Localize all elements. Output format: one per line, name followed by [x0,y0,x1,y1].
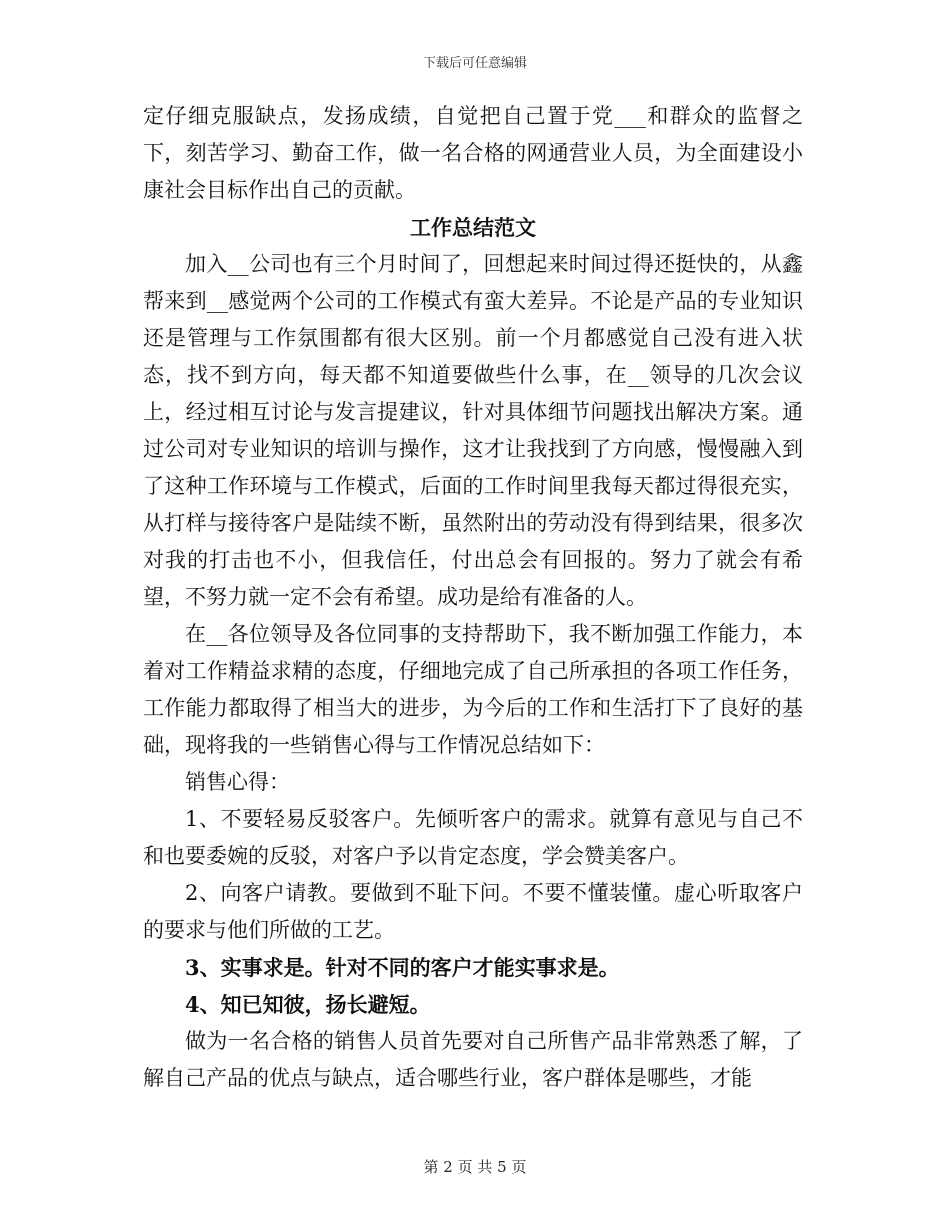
sales-insights-heading: 销售心得： [185,770,290,794]
paragraph-closing: 做为一名合格的销售人员首先要对自己所售产品非常熟悉了解，了解自己产品的优点与缺点，适合哪些行业，客户群体是哪些，才能 [143,1029,803,1090]
list-item-4: 4、知已知彼，扬长避短。 [185,992,431,1017]
paragraph-progress: 在__各位领导及各位同事的支持帮助下，我不断加强工作能力，本着对工作精益求精的态度，仔细地完成了自己所承担的各项工作任务，工作能力都取得了相当大的进步，为今后的工作和生活打下了良好的基础，现将我的一些销售心得与工作情况总结如下： [143,622,803,757]
list-item-3: 3、实事求是。针对不同的客户才能实事求是。 [185,955,620,980]
paragraph-intro: 加入__公司也有三个月时间了，回想起来时间过得还挺快的，从鑫帮来到__感觉两个公司的工作模式有蛮大差异。不论是产品的专业知识还是管理与工作氛围都有很大区别。前一个月都感觉自己没有进入状态，找不到方向，每天都不知道要做些什么事，在__领导的几次会议上，经过相互讨论与发言提建议，针对具体细节问题找出解决方案。通过公司对专业知识的培训与操作，这才让我找到了方向感，慢慢融入到了这种工作环境与工作模式，后面的工作时间里我每天都过得很充实，从打样与接待客户是陆续不断，虽然附出的劳动没有得到结果，很多次对我的打击也不小，但我信任，付出总会有回报的。努力了就会有希望，不努力就一定不会有希望。成功是给有准备的人。 [143,252,803,609]
page-number: 第 2 页 共 5 页 [423,1158,527,1176]
list-item-1: 1、不要轻易反驳客户。先倾听客户的需求。就算有意见与自己不和也要委婉的反驳，对客户予以肯定态度，学会赞美客户。 [143,807,803,868]
section-title: 工作总结范文 [410,215,536,240]
paragraph-continuation: 定仔细克服缺点，发扬成绩，自觉把自己置于党___和群众的监督之下，刻苦学习、勤奋工作，做一名合格的网通营业人员，为全面建设小康社会目标作出自己的贡献。 [143,104,803,202]
list-item-2: 2、向客户请教。要做到不耻下问。不要不懂装懂。虚心听取客户的要求与他们所做的工艺。 [143,881,803,942]
document-body [143,98,803,1097]
page-header-note: 下载后可任意编辑 [422,56,527,71]
